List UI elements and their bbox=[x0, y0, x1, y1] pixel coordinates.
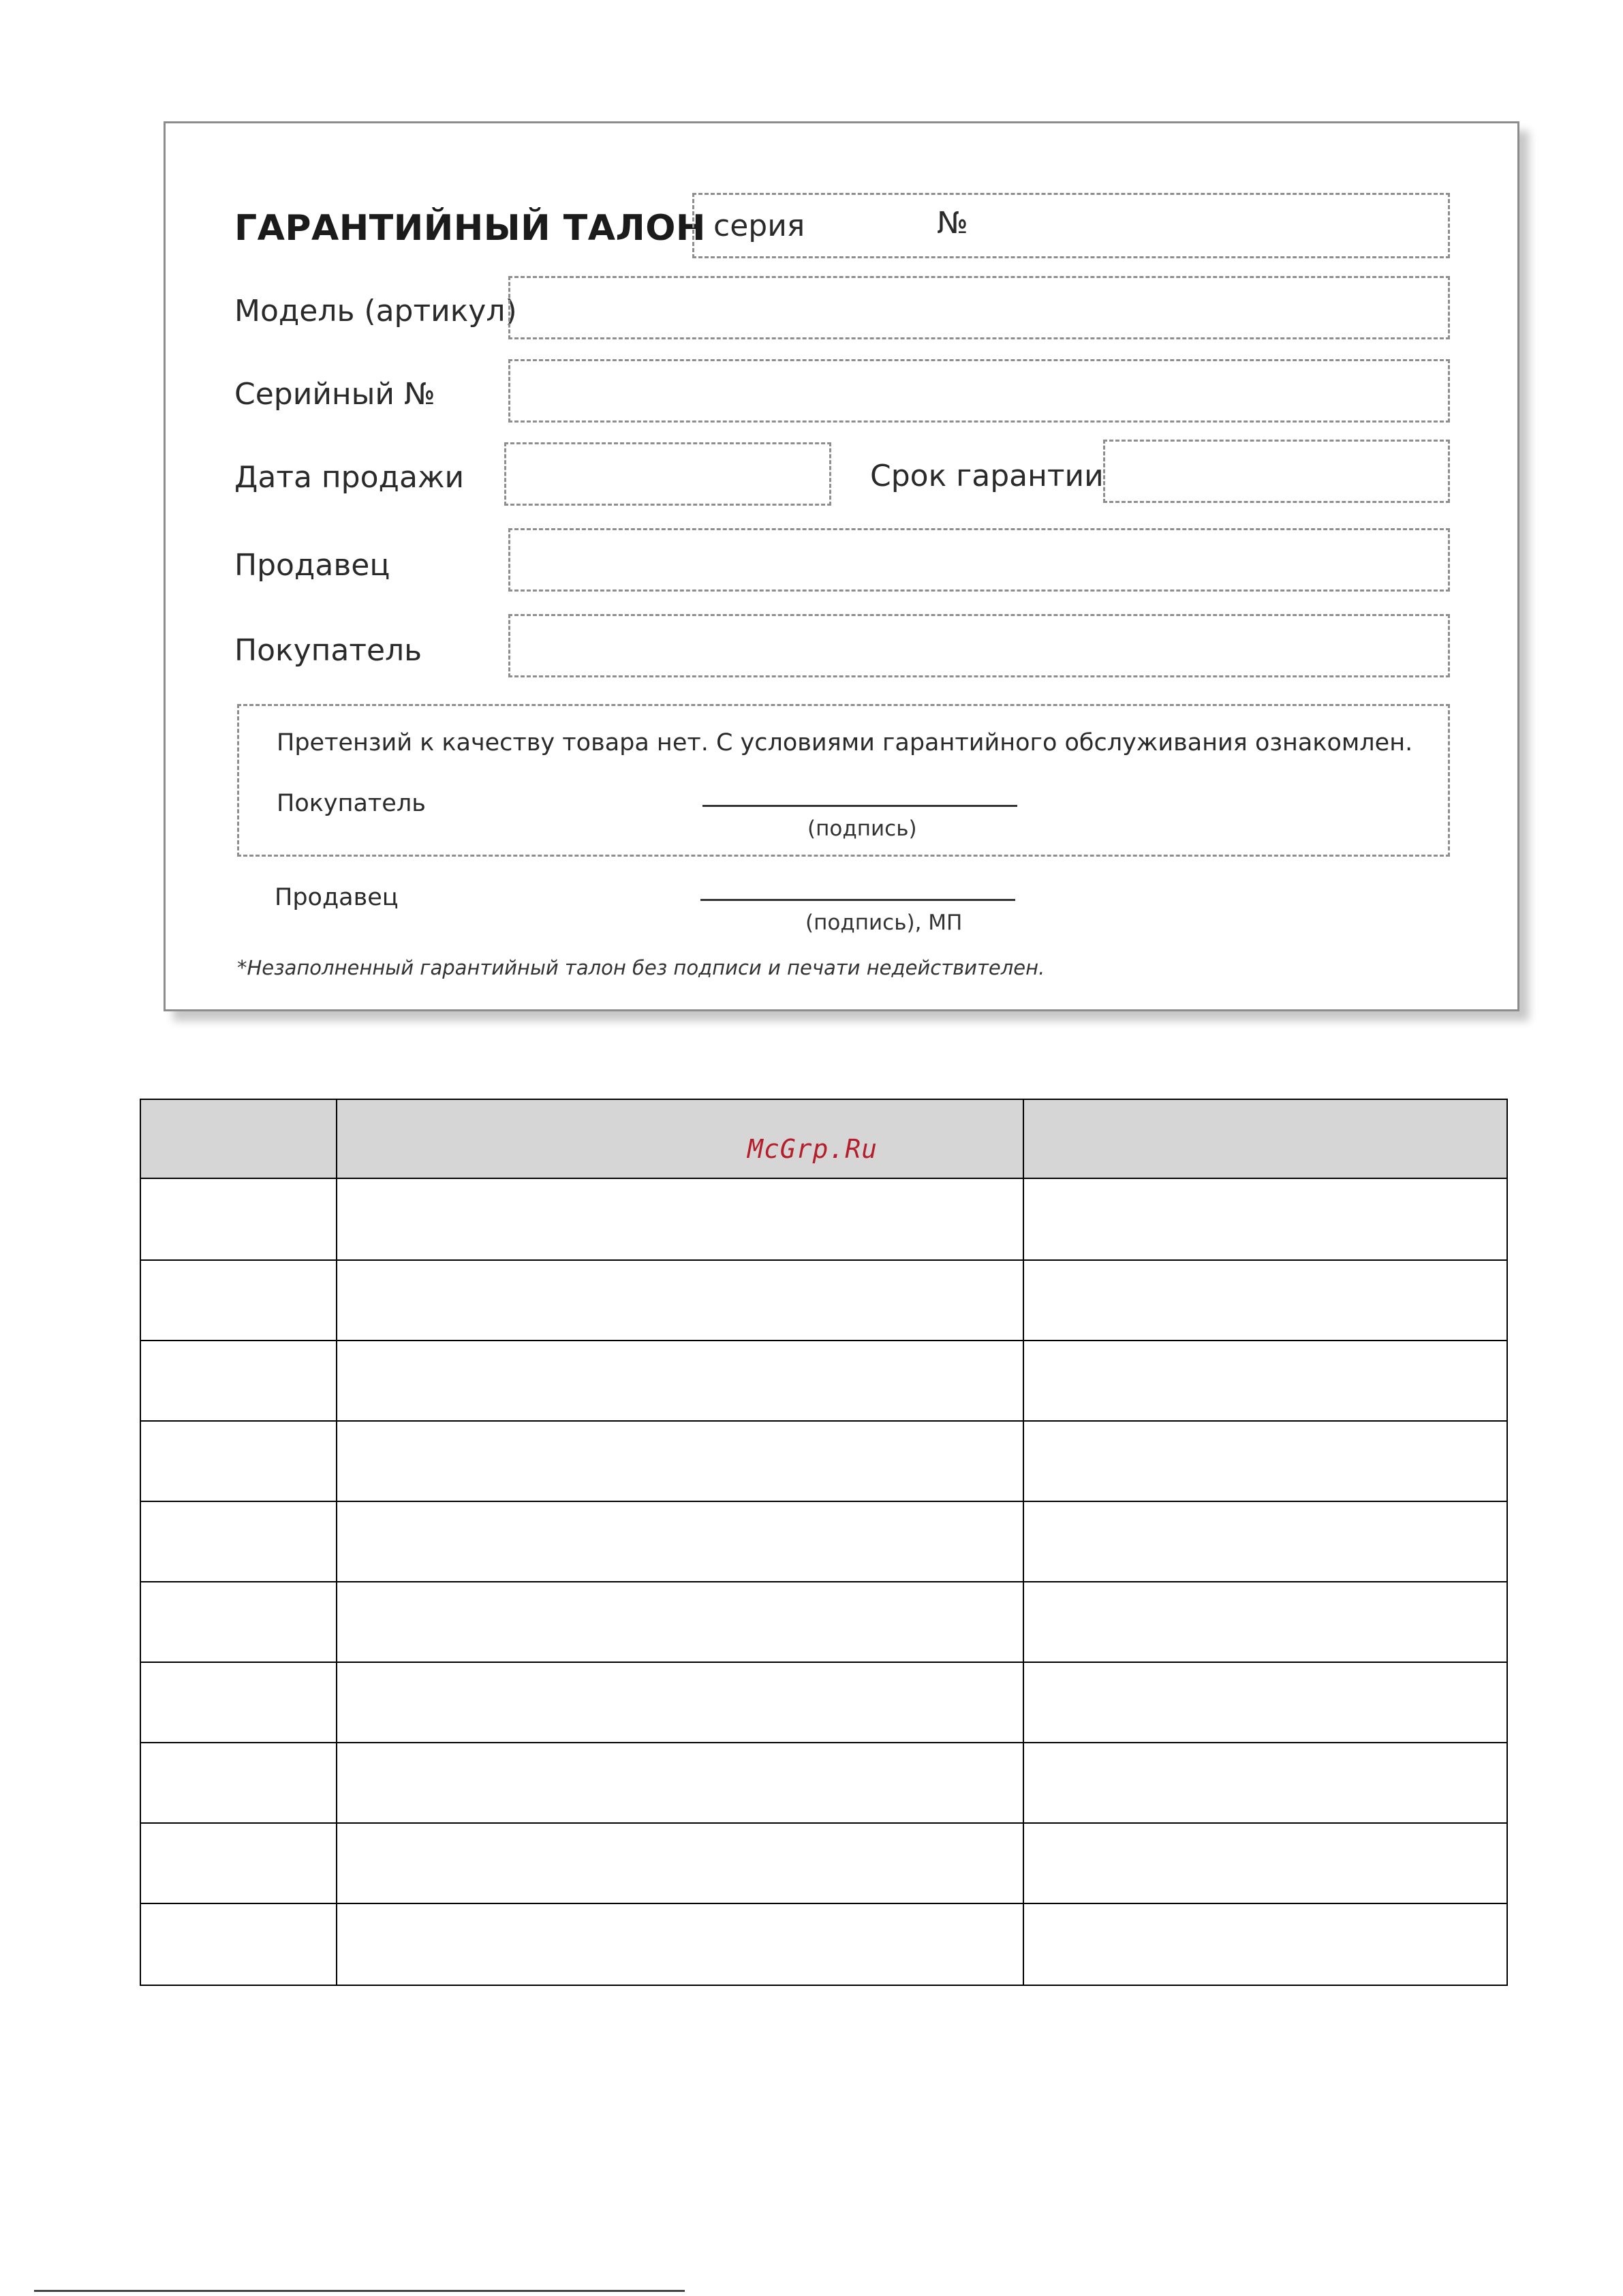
model-field[interactable] bbox=[508, 276, 1450, 339]
table-row[interactable] bbox=[141, 1662, 1506, 1742]
seller-label: Продавец bbox=[234, 548, 390, 583]
seller-field[interactable] bbox=[508, 528, 1450, 592]
seller-sign-label: Продавец bbox=[275, 884, 399, 911]
footer-rule bbox=[34, 2290, 685, 2292]
series-label: серия bbox=[713, 209, 805, 243]
table-row[interactable] bbox=[141, 1822, 1506, 1903]
sale-date-field[interactable] bbox=[504, 442, 831, 506]
sale-date-label: Дата продажи bbox=[234, 460, 465, 495]
buyer-sign-label: Покупатель bbox=[277, 790, 426, 817]
model-label: Модель (артикул) bbox=[234, 294, 517, 328]
table-row[interactable] bbox=[141, 1581, 1506, 1662]
number-label: № bbox=[937, 206, 968, 241]
warranty-term-field[interactable] bbox=[1103, 440, 1450, 503]
seller-sign-caption: (подпись), МП bbox=[805, 910, 963, 935]
table-row[interactable] bbox=[141, 1420, 1506, 1501]
watermark: McGrp.Ru bbox=[747, 1134, 878, 1164]
claim-text: Претензий к качеству товара нет. С условиями гарантийного обслуживания ознакомлен. bbox=[277, 729, 1413, 756]
warranty-card bbox=[164, 121, 1519, 1011]
service-table bbox=[140, 1099, 1508, 1986]
footnote: *Незаполненный гарантийный талон без подписи и печати недействителен. bbox=[237, 956, 1045, 979]
series-number-field[interactable] bbox=[692, 193, 1450, 258]
table-row[interactable] bbox=[141, 1259, 1506, 1340]
seller-signature-line[interactable] bbox=[700, 899, 1015, 901]
table-row[interactable] bbox=[141, 1340, 1506, 1420]
table-row[interactable] bbox=[141, 1501, 1506, 1581]
card-title: ГАРАНТИЙНЫЙ ТАЛОН bbox=[234, 208, 706, 249]
buyer-label: Покупатель bbox=[234, 633, 422, 668]
warranty-term-label: Срок гарантии bbox=[870, 459, 1104, 493]
buyer-sign-caption: (подпись) bbox=[807, 816, 917, 841]
buyer-field[interactable] bbox=[508, 614, 1450, 677]
serial-label: Серийный № bbox=[234, 377, 435, 412]
table-row[interactable] bbox=[141, 1179, 1506, 1259]
table-row[interactable] bbox=[141, 1903, 1506, 1983]
table-row[interactable] bbox=[141, 1742, 1506, 1822]
serial-field[interactable] bbox=[508, 359, 1450, 423]
buyer-signature-line[interactable] bbox=[702, 805, 1017, 807]
claim-box bbox=[237, 704, 1450, 857]
